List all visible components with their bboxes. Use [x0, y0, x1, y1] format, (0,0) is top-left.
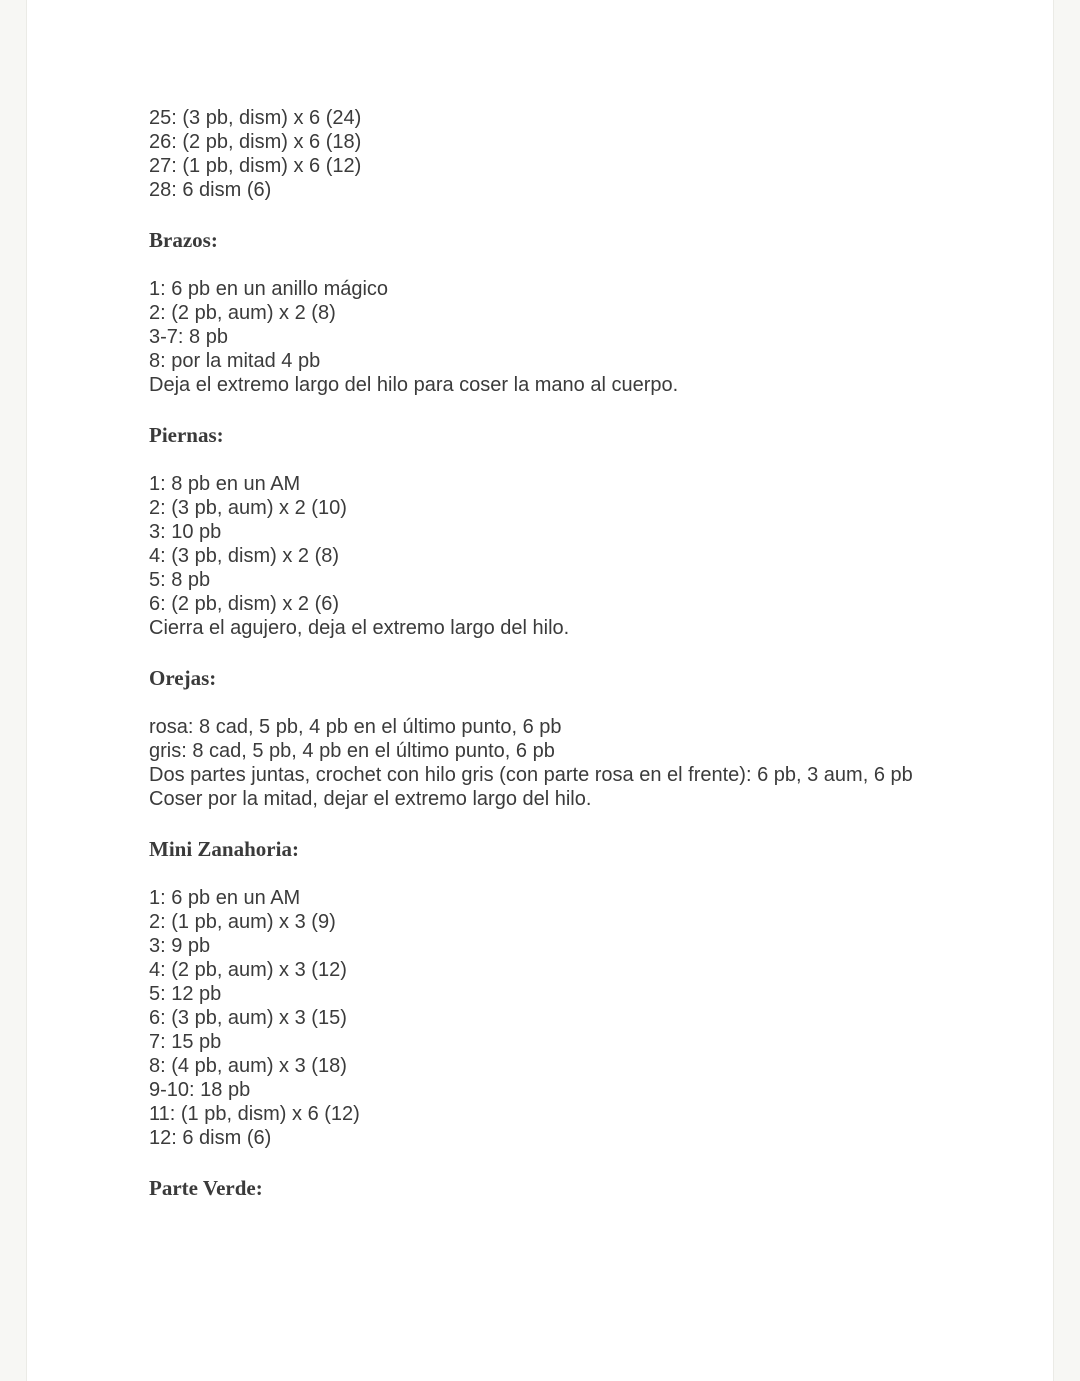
text-line: 6: (2 pb, dism) x 2 (6)	[149, 593, 340, 615]
text-line: 4: (2 pb, aum) x 3 (12)	[149, 959, 347, 981]
text-line: gris: 8 cad, 5 pb, 4 pb en el último punto, 6 pb	[149, 740, 555, 762]
text-line: 5: 8 pb	[149, 569, 211, 591]
text-line: 7: 15 pb	[149, 1031, 222, 1053]
text-line: Cierra el agujero, deja el extremo largo del hilo.	[149, 617, 570, 639]
heading-mini-zanahoria: Mini Zanahoria:	[149, 837, 299, 861]
text-line: 6: (3 pb, aum) x 3 (15)	[149, 1007, 347, 1029]
text-line: 26: (2 pb, dism) x 6 (18)	[149, 131, 362, 153]
mini-zanahoria-lines	[149, 886, 919, 1150]
text-line: 1: 8 pb en un AM	[149, 473, 301, 495]
text-line: 2: (3 pb, aum) x 2 (10)	[149, 497, 347, 519]
orejas-lines	[149, 715, 919, 811]
heading-brazos: Brazos:	[149, 228, 218, 252]
text-line: 27: (1 pb, dism) x 6 (12)	[149, 155, 362, 177]
text-line: 1: 6 pb en un anillo mágico	[149, 278, 389, 300]
heading-orejas: Orejas:	[149, 666, 217, 690]
text-line: 3-7: 8 pb	[149, 326, 228, 348]
text-line: 2: (1 pb, aum) x 3 (9)	[149, 911, 336, 933]
text-line: 9-10: 18 pb	[149, 1079, 251, 1101]
document-content	[149, 106, 919, 1225]
heading-piernas: Piernas:	[149, 423, 224, 447]
text-line: 8: (4 pb, aum) x 3 (18)	[149, 1055, 347, 1077]
text-line: 3: 10 pb	[149, 521, 222, 543]
text-line: 4: (3 pb, dism) x 2 (8)	[149, 545, 340, 567]
text-line: Dos partes juntas, crochet con hilo gris (con parte rosa en el frente): 6 pb, 3 aum, 6 pb	[149, 764, 913, 786]
text-line: 11: (1 pb, dism) x 6 (12)	[149, 1103, 360, 1125]
text-line: 28: 6 dism (6)	[149, 179, 272, 201]
text-line: Deja el extremo largo del hilo para coser la mano al cuerpo.	[149, 374, 679, 396]
text-line: rosa: 8 cad, 5 pb, 4 pb en el último punto, 6 pb	[149, 716, 562, 738]
text-line: 3: 9 pb	[149, 935, 211, 957]
text-line: Coser por la mitad, dejar el extremo largo del hilo.	[149, 788, 592, 810]
document-page	[26, 0, 1054, 1381]
intro-lines	[149, 106, 919, 202]
text-line: 25: (3 pb, dism) x 6 (24)	[149, 107, 362, 129]
heading-parte-verde: Parte Verde:	[149, 1176, 263, 1200]
text-line: 1: 6 pb en un AM	[149, 887, 301, 909]
text-line: 12: 6 dism (6)	[149, 1127, 272, 1149]
text-line: 2: (2 pb, aum) x 2 (8)	[149, 302, 336, 324]
piernas-lines	[149, 472, 919, 640]
text-line: 8: por la mitad 4 pb	[149, 350, 321, 372]
brazos-lines	[149, 277, 919, 397]
text-line: 5: 12 pb	[149, 983, 222, 1005]
